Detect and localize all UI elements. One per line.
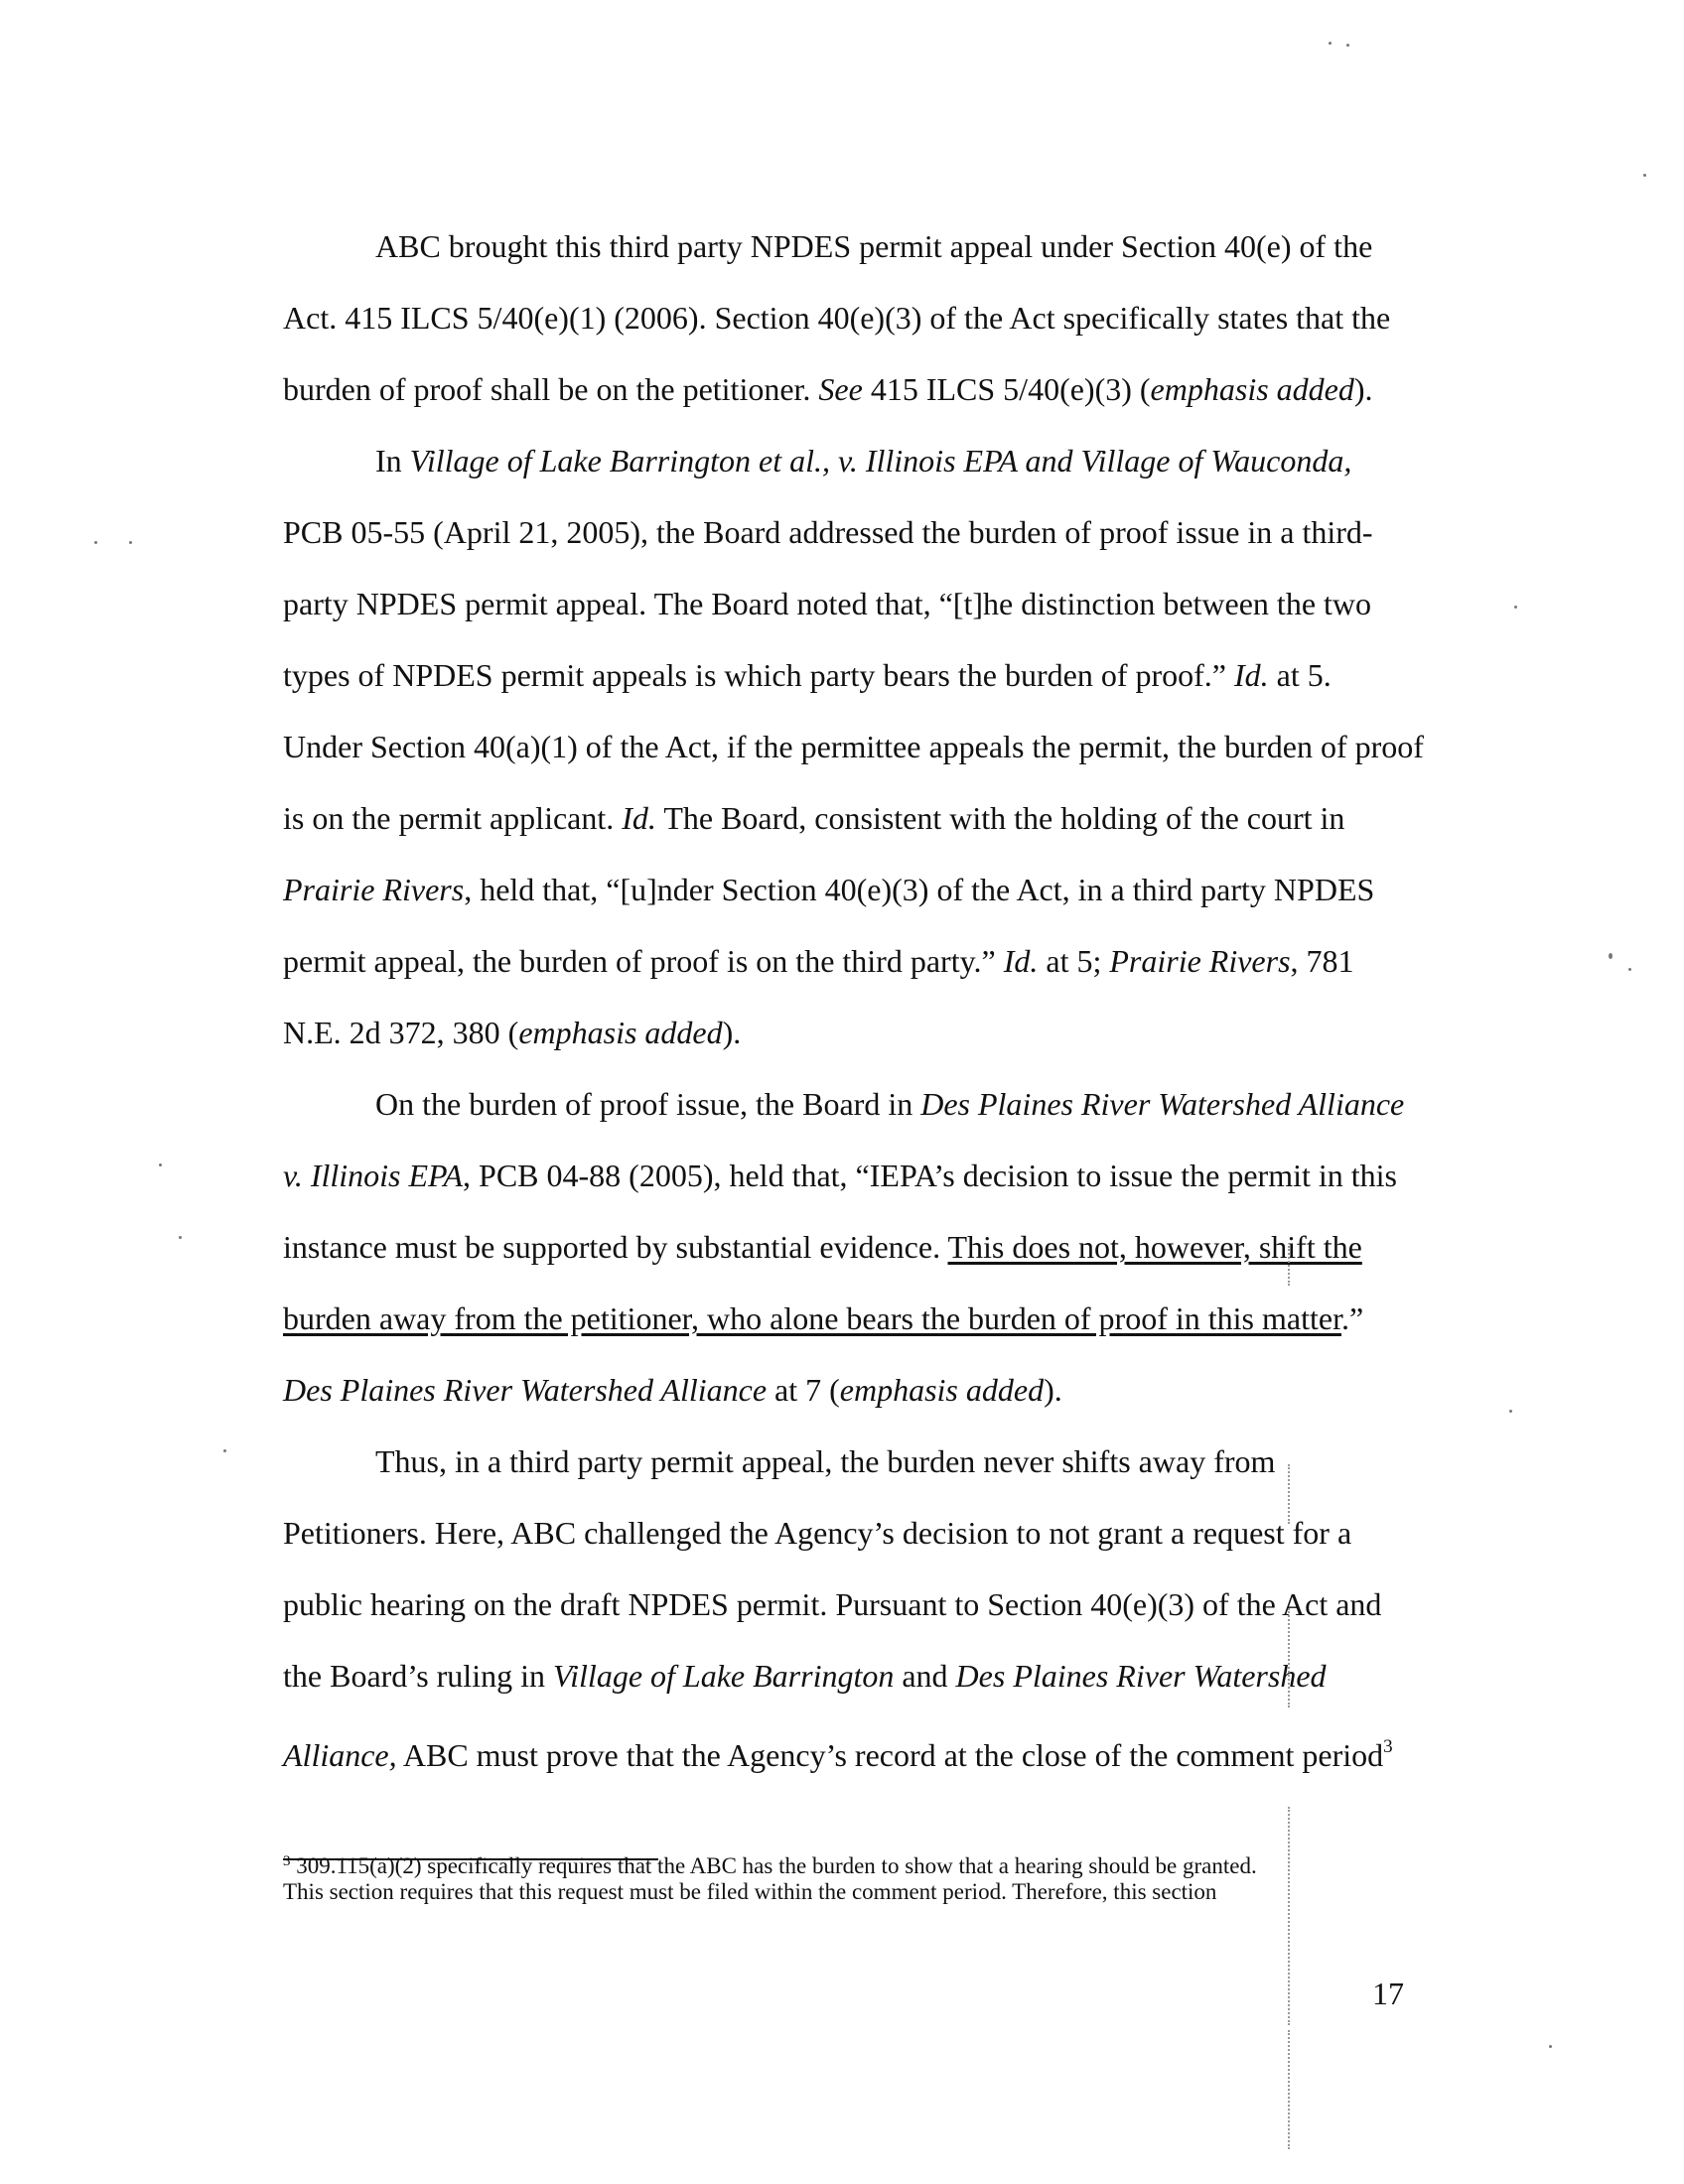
scan-speck	[1329, 42, 1332, 45]
body-line: instance must be supported by substantial evidence. This does not, however, shift the	[283, 1229, 1362, 1265]
body-line: ABC brought this third party NPDES permit appeal under Section 40(e) of the	[375, 228, 1373, 264]
case-citation: Des Plaines River Watershed Alliance	[283, 1372, 768, 1408]
scan-speck	[1609, 953, 1613, 959]
footnote-reference: 3	[1383, 1736, 1393, 1757]
body-line: N.E. 2d 372, 380 (emphasis added).	[283, 1015, 742, 1050]
footnote-line: $^3$ 309.115(a)(2) specifically requires that the ABC has the burden to show that a hearing should be granted.	[283, 1853, 1257, 1878]
body-line: On the burden of proof issue, the Board in Des Plaines River Watershed Alliance	[375, 1086, 1405, 1122]
body-line: Under Section 40(a)(1) of the Act, if the permittee appeals the permit, the burden of proof	[283, 729, 1424, 764]
scan-artifact	[1288, 1246, 1290, 1286]
scan-speck	[1549, 2045, 1552, 2048]
footnote-marker: 3	[283, 1853, 291, 1869]
case-citation: v. Illinois EPA	[283, 1158, 464, 1193]
body-line: Petitioners. Here, ABC challenged the Agency’s decision to not grant a request for a	[283, 1515, 1352, 1551]
scan-speck	[223, 1449, 226, 1452]
case-citation: Des Plaines River Watershed	[955, 1658, 1327, 1694]
scan-artifact	[1288, 2030, 1290, 2149]
body-line: Thus, in a third party permit appeal, the burden never shifts away from	[375, 1443, 1276, 1479]
body-line: burden of proof shall be on the petitioner. See 415 ILCS 5/40(e)(3) (emphasis added).	[283, 371, 1373, 407]
case-citation: Prairie Rivers	[283, 872, 465, 907]
body-line: party NPDES permit appeal. The Board noted that, “[t]he distinction between the two	[283, 586, 1372, 621]
case-citation: Prairie Rivers	[1109, 943, 1291, 979]
scan-speck	[129, 541, 132, 544]
body-line: is on the permit applicant. Id. The Board, consistent with the holding of the court in	[283, 800, 1345, 836]
body-line: burden away from the petitioner, who alone bears the burden of proof in this matter.”	[283, 1300, 1364, 1336]
scan-speck	[1628, 968, 1631, 971]
body-line: PCB 05-55 (April 21, 2005), the Board addressed the burden of proof issue in a third-	[283, 514, 1373, 550]
scan-speck	[1643, 174, 1646, 177]
emphasized-text: This does not, however, shift the	[947, 1229, 1362, 1265]
scan-speck	[94, 541, 97, 544]
body-line: Alliance, ABC must prove that the Agency’s record at the close of the comment period$^3$	[283, 1736, 1393, 1773]
scan-artifact	[1288, 1807, 1290, 2025]
scan-speck	[1514, 606, 1517, 609]
body-line: Act. 415 ILCS 5/40(e)(1) (2006). Section 40(e)(3) of the Act specifically states that the	[283, 300, 1391, 336]
footnote-line: This section requires that this request must be filed within the comment period. Therefore, this section	[283, 1879, 1217, 1904]
body-line: types of NPDES permit appeals is which party bears the burden of proof.” Id. at 5.	[283, 657, 1332, 693]
scan-speck	[1346, 44, 1349, 47]
body-line: Prairie Rivers, held that, “[u]nder Section 40(e)(3) of the Act, in a third party NPDES	[283, 872, 1375, 907]
body-line: the Board’s ruling in Village of Lake Barrington and Des Plaines River Watershed	[283, 1658, 1327, 1694]
case-citation: Village of Lake Barrington	[552, 1658, 895, 1694]
body-line: Des Plaines River Watershed Alliance at 7 (emphasis added).	[283, 1372, 1062, 1408]
body-line: In Village of Lake Barrington et al., v. Illinois EPA and Village of Wauconda,	[375, 443, 1352, 478]
scan-artifact	[1288, 1608, 1290, 1707]
scan-speck	[159, 1163, 162, 1166]
case-citation: Village of Lake Barrington et al., v. Illinois EPA and Village of Wauconda,	[409, 443, 1352, 478]
scan-speck	[179, 1236, 182, 1239]
page-number: 17	[1372, 1976, 1404, 2011]
scan-speck	[1509, 1410, 1512, 1413]
body-line: public hearing on the draft NPDES permit. Pursuant to Section 40(e)(3) of the Act and	[283, 1586, 1382, 1622]
case-citation: Alliance,	[283, 1737, 397, 1773]
case-citation: Des Plaines River Watershed Alliance	[920, 1086, 1405, 1122]
body-line: v. Illinois EPA, PCB 04-88 (2005), held that, “IEPA’s decision to issue the permit in this	[283, 1158, 1397, 1193]
emphasized-text: burden away from the petitioner, who alone bears the burden of proof in this matter	[283, 1300, 1341, 1336]
body-line: permit appeal, the burden of proof is on the third party.” Id. at 5; Prairie Rivers, 781	[283, 943, 1354, 979]
scan-artifact	[1288, 1464, 1290, 1524]
